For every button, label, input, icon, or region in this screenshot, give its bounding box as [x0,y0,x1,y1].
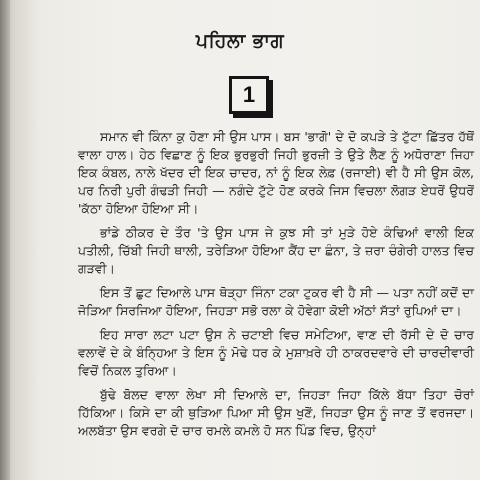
paragraph: ਇਸ ਤੋਂ ਛੁਟ ਦਿਆਲੇ ਪਾਸ ਥੋੜ੍ਹਾ ਜਿੰਨਾ ਟਕਾ ਟੁਕਰ ਵੀ ਹੈ ਸੀ — ਪਤਾ ਨਹੀਂ ਕਦੋਂ ਦਾ ਜੋੜਿਆ ਸਿਰਜਿਆ ਹੋਇਆ, ਜਿਹੜਾ ਸਭੋ ਰਲਾ ਕੇ ਹੋਵੇਗਾ ਕੋਈ ਅੱਠਾਂ ਸੱਤਾਂ ਰੁਪਿਆਂ ਦਾ। [78,285,474,318]
paragraph: ਸਮਾਨ ਵੀ ਕਿੰਨਾ ਕੁ ਹੋਣਾ ਸੀ ਉਸ ਪਾਸ। ਬਸ 'ਭਾਗੋ' ਦੇ ਦੋ ਕਪੜੇ ਤੇ ਟੁੱਟਾ ਛਿੱਤਰ ਹੱਥੋਂ ਵਾਲਾ ਹਾਲ। ਹੇਠ ਵਿਛਾਣ ਨੂੰ ਇਕ ਭੁਰਭੁਰੀ ਜਿਹੀ ਭੁਰਜ਼ੀ ਤੇ ਉਤੇ ਲੈਣ ਨੂੰ ਅਧੋਰਾਣਾ ਜਿਹਾ ਇਕ ਕੰਬਲ, ਨਾਲੇ ਖੱਦਰ ਦੀ ਇਕ ਚਾਦਰ, ਨਾਂ ਨੂੰ ਇਕ ਲੇਫ਼ (ਰਜਾਈ) ਵੀ ਹੈ ਸੀ ਉਸ ਕੋਲ, ਪਰ ਨਿਰੀ ਪੁਰੀ ਗੰਢੜੀ ਜਿਹੀ — ਨਗੰਦੇ ਟੁੱਟੇ ਹੋਣ ਕਰਕੇ ਜਿਸ ਵਿਚਲਾ ਲੋਗੜ ਏਧਰੋਂ ਉਧਰੋਂ 'ਕੱਠਾ ਹੋਇਆ ਹੋਇਆ ਸੀ। [78,129,474,216]
chapter-number-box [229,76,269,114]
paragraph: ਬੁੱਢੇ ਬੋਲਦ ਵਾਲਾ ਲੇਖਾ ਸੀ ਦਿਆਲੇ ਦਾ, ਜਿਹੜਾ ਜਿਹਾ ਕਿੱਲੇ ਬੱਧਾ ਤਿਹਾ ਚੋਰਾਂ ਹਿੱਕਿਆ। ਕਿਸੇ ਦਾ ਕੀ ਥੁੜਿਆ ਪਿਆ ਸੀ ਉਸ ਖੁਣੋਂ, ਜਿਹੜਾ ਉਸ ਨੂੰ ਜਾਣ ਤੋਂ ਵਰਜਦਾ। ਅਲਬੱਤਾ ਉਸ ਵਰਗੇ ਦੋ ਚਾਰ ਰਮਲੇ ਕਮਲੇ ਹੋ ਸਨ ਪਿੰਡ ਵਿਚ, ਉਨ੍ਹਾਂ [78,387,474,438]
chapter-number: 1 [242,82,256,107]
chapter-body-text [78,128,474,446]
part-title: ਪਹਿਲਾ ਭਾਗ [195,30,285,52]
book-spine-shadow [0,0,10,480]
paragraph: ਇਹ ਸਾਰਾ ਲਟਾ ਪਟਾ ਉਸ ਨੇ ਚਟਾਈ ਵਿਚ ਸਮੇਟਿਆ, ਵਾਣ ਦੀ ਰੱਸੀ ਦੇ ਦੋ ਚਾਰ ਵਲਾਵੇਂ ਦੇ ਕੇ ਬੰਨ੍ਹਿਆ ਤੇ ਇਸ ਨੂੰ ਮੋਢੇ ਧਰ ਕੇ ਮੁਸ਼ਾਖ਼ਰੇ ਹੀ ਠਾਕਰਦਵਾਰੇ ਦੀ ਚਾਰਦੀਵਾਰੀ ਵਿਚੋਂ ਨਿਕਲ ਤੁਰਿਆ। [78,327,474,378]
paragraph: ਭਾਂਡੇ ਠੀਕਰ ਦੇ ਤੌਰ 'ਤੇ ਉਸ ਪਾਸ ਜੇ ਕੁਝ ਸੀ ਤਾਂ ਮੁੜੇ ਹੋਏ ਕੰਢਿਆਂ ਵਾਲੀ ਇਕ ਪਤੀਲੀ, ਚਿੱਬੀ ਜਿਹੀ ਥਾਲੀ, ਤਰੇੜਿਆ ਹੋਇਆ ਕੈਂਹ ਦਾ ਛੰਨਾ, ਤੇ ਜ਼ਰਾ ਚੰਗੇਰੀ ਹਾਲਤ ਵਿਚ ਗੜਵੀ। [78,225,474,276]
